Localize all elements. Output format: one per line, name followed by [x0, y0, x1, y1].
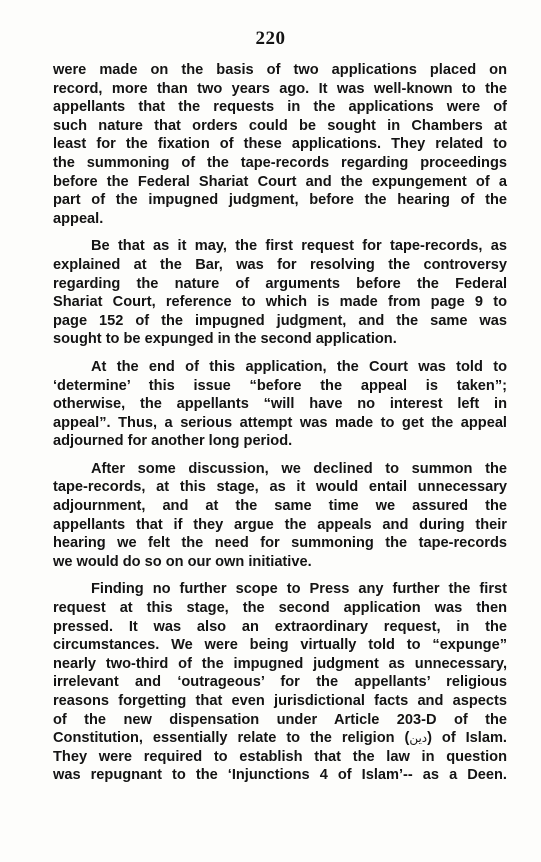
text-line: ‘determine’ this issue “before the appeal is taken”; [53, 377, 507, 394]
text-line: circumstances. We were being virtually told to “expunge” [53, 637, 507, 654]
text-line: before the Federal Shariat Court and the expungement of a [53, 173, 507, 190]
text-line: part of the impugned judgment, before the hearing of the [53, 192, 507, 209]
text-line: such nature that orders could be sought in Chambers at [53, 117, 507, 134]
text-line: was repugnant to the ‘Injunctions 4 of Islam’-- as a Deen. [53, 767, 507, 784]
paragraph-5 [53, 580, 507, 785]
text-segment: Constitution, essentially relate to the religion ( [53, 730, 410, 747]
text-line: sought to be expunged in the second application. [53, 331, 397, 348]
text-line: irrelevant and ‘outrageous’ for the appellants’ religious [53, 674, 507, 691]
text-line: appeal”. Thus, a serious attempt was made to get the appeal [53, 414, 507, 431]
text-line: adjournment, and at the same time we assured the [53, 498, 507, 515]
text-line: appellants that the requests in the applications were of [53, 99, 507, 116]
text-line: of the new dispensation under Article 203-D of the [53, 711, 507, 728]
text-line: Be that as it may, the first request for tape-records, as [91, 238, 507, 255]
text-line: page 152 of the impugned judgment, and the same was [53, 312, 507, 329]
page-body [53, 61, 507, 794]
text-line: After some discussion, we declined to summon the [91, 460, 507, 477]
text-line: Finding no further scope to Press any further the first [91, 581, 507, 598]
text-line: tape-records, at this stage, as it would entail unnecessary [53, 479, 507, 496]
text-line: appellants that if they argue the appeals and during their [53, 516, 507, 533]
text-line: we would do so on our own initiative. [53, 553, 312, 570]
text-line: They were required to establish that the law in question [53, 748, 507, 765]
arabic-word: دين [409, 731, 428, 746]
text-line: pressed. It was also an extraordinary request, in the [53, 618, 507, 635]
text-segment: ) of Islam. [427, 730, 507, 747]
text-line: record, more than two years ago. It was well-known to the [53, 80, 507, 97]
text-line: reasons forgetting that even jurisdictional facts and aspects [53, 693, 507, 709]
text-line: regarding the nature of arguments before the Federal [53, 275, 507, 292]
paragraph-1 [53, 61, 507, 228]
paragraph-3 [53, 358, 507, 451]
paragraph-4 [53, 460, 507, 572]
text-line: Shariat Court, reference to which is made from page 9 to [53, 294, 507, 311]
text-line: hearing we felt the need for summoning the tape-records [53, 535, 507, 552]
text-line: were made on the basis of two applications placed on [53, 62, 507, 78]
paragraph-2 [53, 237, 507, 349]
text-line: the summoning of the tape-records regarding proceedings [53, 154, 507, 171]
text-line: At the end of this application, the Court was told to [91, 358, 507, 375]
text-line: otherwise, the appellants “will have no interest left in [53, 396, 507, 413]
text-line: explained at the Bar, was for resolving the controversy [53, 256, 507, 273]
text-line: nearly two-third of the impugned judgment as unnecessary, [53, 655, 507, 672]
text-line: appeal. [53, 210, 104, 227]
text-line: request at this stage, the second application was then [53, 600, 507, 617]
text-line: least for the fixation of these applications. They related to [53, 136, 507, 153]
page-number: 220 [255, 28, 286, 49]
constitution-line [53, 729, 507, 748]
text-line: adjourned for another long period. [53, 433, 293, 450]
